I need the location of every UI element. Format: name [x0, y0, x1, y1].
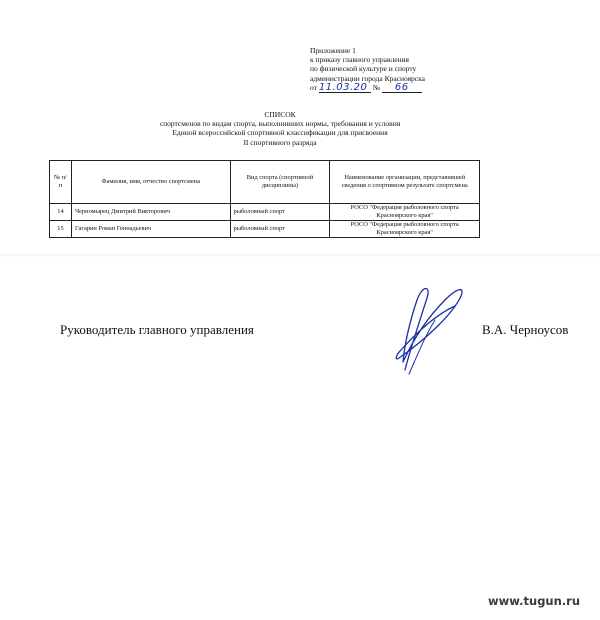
row-num: 15	[50, 221, 72, 238]
header-org: Наименование организации, представившей сведения о спортивном результате спортсмена	[330, 161, 480, 204]
title-line-3: II спортивного разряда	[243, 137, 317, 147]
appendix-line-3: по физической культуре и спорту	[310, 64, 417, 74]
handwritten-signature	[365, 270, 475, 380]
order-date: 11.03.20	[319, 83, 371, 93]
watermark: www.tugun.ru	[488, 594, 581, 608]
table-header-row	[50, 161, 480, 204]
row-name: Черномырец Дмитрий Викторович	[71, 204, 230, 221]
title-heading: СПИСОК	[264, 110, 296, 119]
title-line-1: спортсменов по видам спорта, выполнивших нормы, требования и условия	[159, 119, 401, 129]
row-sport: рыболовный спорт	[230, 204, 330, 221]
header-num: № п/п	[50, 161, 72, 204]
appendix-line-4: администрации города Красноярска	[310, 73, 425, 83]
scan-page-edge	[0, 254, 600, 258]
order-number: 66	[382, 83, 422, 93]
athletes-table	[49, 160, 480, 238]
row-org: РОСО "Федерация рыболовного спорта Красноярского края"	[330, 204, 480, 221]
appendix-line-2: к приказу главного управления	[310, 55, 410, 65]
number-prefix: №	[372, 82, 380, 92]
table-row	[50, 221, 480, 238]
row-name: Гагарин Роман Геннадьевич	[71, 221, 230, 238]
document-title	[120, 110, 440, 147]
header-name: Фамилия, имя, отчество спортсмена	[71, 161, 230, 204]
row-num: 14	[50, 204, 72, 221]
row-org: РОСО "Федерация рыболовного спорта Красноярского края"	[330, 221, 480, 238]
title-line-2: Единой всероссийской спортивной классификации для присвоения	[172, 128, 388, 138]
appendix-header	[310, 46, 460, 93]
date-prefix: от	[310, 82, 317, 92]
signer-role: Руководитель главного управления	[60, 322, 254, 337]
appendix-line-1: Приложение 1	[310, 46, 356, 55]
table-row	[50, 204, 480, 221]
row-sport: рыболовный спорт	[230, 221, 330, 238]
appendix-date-line	[310, 83, 460, 93]
header-sport: Вид спорта (спортивной дисциплины)	[230, 161, 330, 204]
signer-name: В.А. Черноусов	[482, 322, 569, 337]
